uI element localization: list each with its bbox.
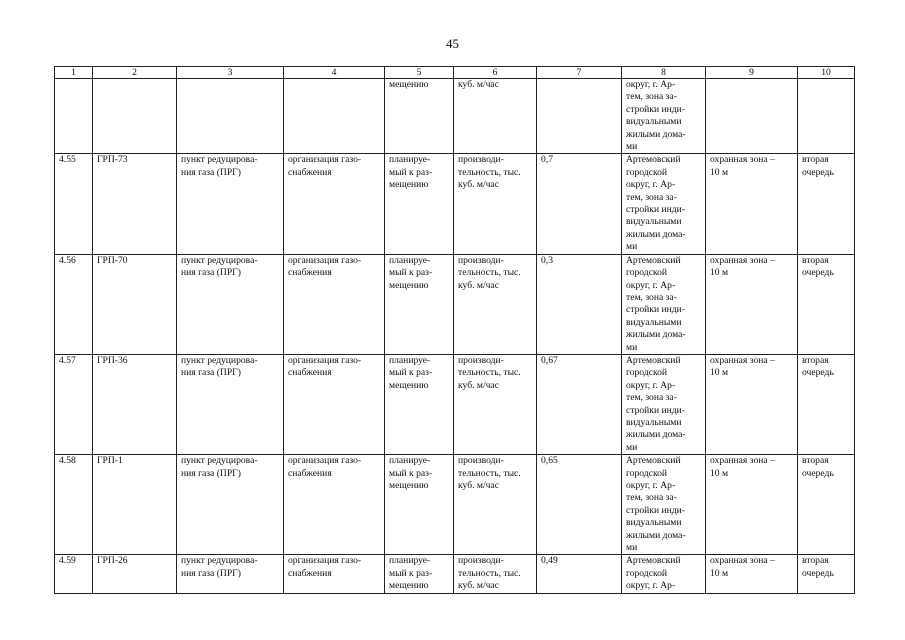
column-header: 1 [55,67,93,79]
table-cell: пункт редуцирова- ния газа (ПРГ) [177,354,284,454]
column-header: 4 [284,67,385,79]
table-cell: пункт редуцирова- ния газа (ПРГ) [177,455,284,555]
table-cell: производи- тельность, тыс. куб. м/час [454,254,537,354]
table-cell: вторая очередь [798,154,855,254]
table-cell: куб. м/час [454,79,537,154]
table-cell: производи- тельность, тыс. куб. м/час [454,555,537,594]
table-cell: планируе- мый к раз- мещению [385,455,454,555]
table-cell [93,79,177,154]
table-cell: 0,67 [537,354,622,454]
table-row [55,555,855,594]
table-cell [55,79,93,154]
table-cell: ГРП-73 [93,154,177,254]
table-row [55,254,855,354]
continuation-row [55,79,855,154]
table-cell: ГРП-70 [93,254,177,354]
table-cell: организация газо- снабжения [284,254,385,354]
page-number: 45 [446,36,459,51]
table-row [55,354,855,454]
table-cell: Артемовский городской округ, г. Ар- тем, зона за- стройки инди- видуальными жилыми дома- ми [622,455,706,555]
header-row [55,67,855,79]
table-cell: вторая очередь [798,455,855,555]
table-cell: округ, г. Ар- тем, зона за- стройки инди- видуальными жилыми дома- ми [622,79,706,154]
table-cell: Артемовский городской округ, г. Ар- тем, зона за- стройки инди- видуальными жилыми дома- ми [622,254,706,354]
table-cell: пункт редуцирова- ния газа (ПРГ) [177,254,284,354]
row-number: 4.56 [55,254,93,354]
column-header: 7 [537,67,622,79]
table-cell: охранная зона – 10 м [706,254,798,354]
table-cell: Артемовский городской округ, г. Ар- тем, зона за- стройки инди- видуальными жилыми дома- ми [622,154,706,254]
table-cell [177,79,284,154]
table-cell: ГРП-26 [93,555,177,594]
table-cell: 0,3 [537,254,622,354]
column-header: 6 [454,67,537,79]
table-cell: планируе- мый к раз- мещению [385,354,454,454]
table-cell: охранная зона – 10 м [706,154,798,254]
table-cell: производи- тельность, тыс. куб. м/час [454,455,537,555]
table-cell: организация газо- снабжения [284,455,385,555]
table-cell: организация газо- снабжения [284,555,385,594]
column-header: 10 [798,67,855,79]
table-cell: вторая очередь [798,254,855,354]
column-header: 9 [706,67,798,79]
table-cell [537,79,622,154]
row-number: 4.57 [55,354,93,454]
table-cell: 0,49 [537,555,622,594]
table-cell: планируе- мый к раз- мещению [385,154,454,254]
data-table [54,66,855,594]
column-header: 2 [93,67,177,79]
row-number: 4.59 [55,555,93,594]
table-cell: производи- тельность, тыс. куб. м/час [454,154,537,254]
table-cell: мещению [385,79,454,154]
table-cell: производи- тельность, тыс. куб. м/час [454,354,537,454]
table-cell: Артемовский городской округ, г. Ар- [622,555,706,594]
column-header: 5 [385,67,454,79]
table-cell: вторая очередь [798,354,855,454]
table-cell: планируе- мый к раз- мещению [385,254,454,354]
table-row [55,455,855,555]
table-cell [284,79,385,154]
row-number: 4.55 [55,154,93,254]
table-cell: ГРП-1 [93,455,177,555]
column-header: 3 [177,67,284,79]
table-cell: 0,7 [537,154,622,254]
table-cell: пункт редуцирова- ния газа (ПРГ) [177,555,284,594]
row-number: 4.58 [55,455,93,555]
table-cell [706,79,798,154]
table-cell: охранная зона – 10 м [706,555,798,594]
table-cell [798,79,855,154]
table-cell: охранная зона – 10 м [706,354,798,454]
table-cell: планируе- мый к раз- мещению [385,555,454,594]
table-row [55,154,855,254]
table-cell: пункт редуцирова- ния газа (ПРГ) [177,154,284,254]
table-cell: организация газо- снабжения [284,154,385,254]
table-cell: организация газо- снабжения [284,354,385,454]
column-header: 8 [622,67,706,79]
table-cell: Артемовский городской округ, г. Ар- тем, зона за- стройки инди- видуальными жилыми дома- ми [622,354,706,454]
table-cell: охранная зона – 10 м [706,455,798,555]
table-cell: ГРП-36 [93,354,177,454]
table-cell: вторая очередь [798,555,855,594]
table-cell: 0,65 [537,455,622,555]
